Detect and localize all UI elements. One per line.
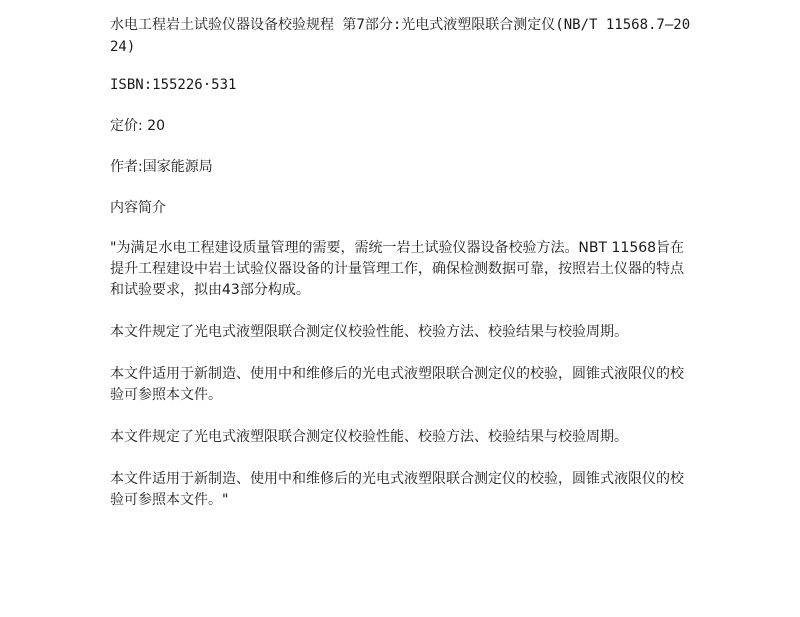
summary-paragraph: 本文件适用于新制造、使用中和维修后的光电式液塑限联合测定仪的校验，圆锥式液限仪的校验可参照本文件。"	[110, 471, 684, 508]
book-isbn: ISBN:155226·531	[110, 77, 237, 93]
summary-heading: 内容简介	[110, 200, 166, 216]
book-author: 作者:国家能源局	[110, 159, 213, 175]
summary-paragraph: 本文件适用于新制造、使用中和维修后的光电式液塑限联合测定仪的校验，圆锥式液限仪的校验可参照本文件。	[110, 366, 684, 403]
book-price: 定价: 20	[110, 118, 165, 134]
summary-paragraph: "为满足水电工程建设质量管理的需要，需统一岩土试验仪器设备校验方法。NBT 11568旨在提升工程建设中岩土试验仪器设备的计量管理工作，确保检测数据可靠，按照岩土仪器的特点和试验要求，拟由43部分构成。	[110, 240, 685, 298]
book-detail	[110, 14, 692, 532]
summary-paragraph: 本文件规定了光电式液塑限联合测定仪校验性能、校验方法、校验结果与校验周期。	[110, 429, 628, 445]
book-title: 水电工程岩土试验仪器设备校验规程 第7部分:光电式液塑限联合测定仪(NB/T 11568.7—2024)	[110, 17, 691, 55]
summary-paragraph: 本文件规定了光电式液塑限联合测定仪校验性能、校验方法、校验结果与校验周期。	[110, 324, 628, 340]
